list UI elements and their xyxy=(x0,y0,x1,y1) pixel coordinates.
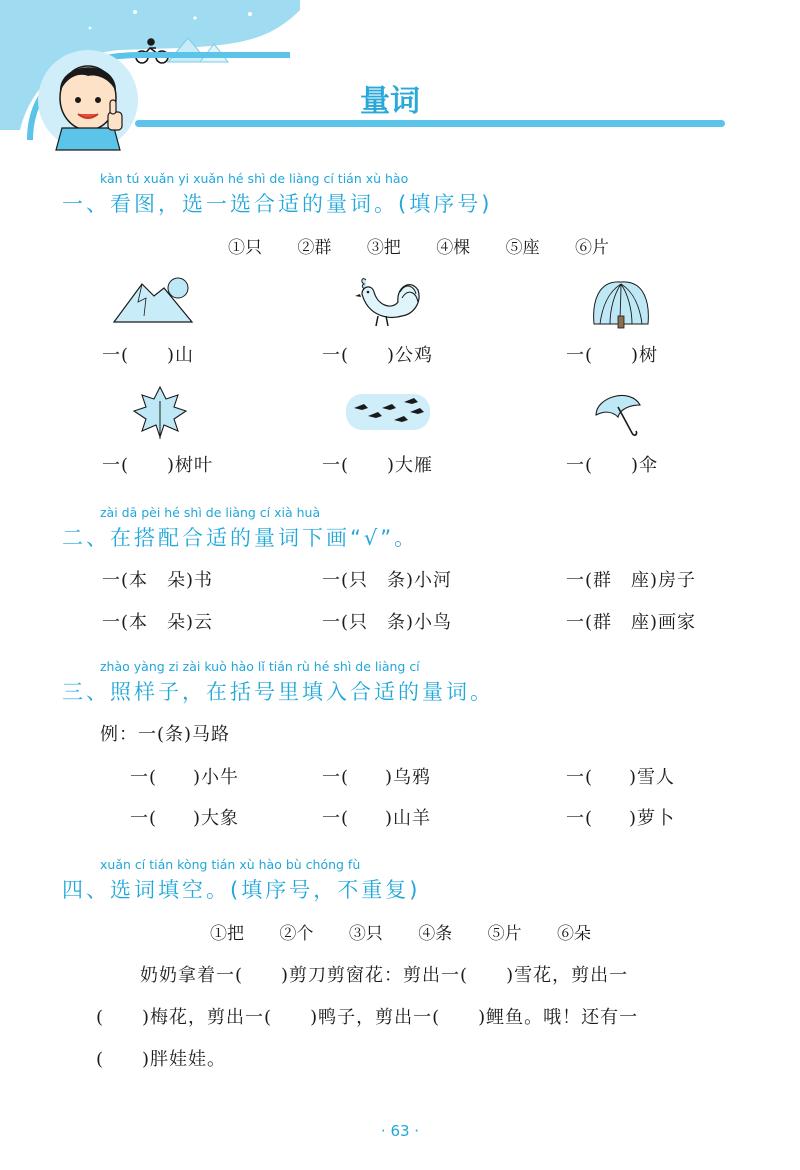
item-prefix: 一( xyxy=(322,767,350,788)
option: ⑤座 xyxy=(505,238,540,258)
choice-item[interactable]: 一(群 座)房子 xyxy=(566,570,697,591)
section1-pinyin: kàn tú xuǎn yi xuǎn hé shì de liàng cí tián xù hào xyxy=(100,171,409,186)
item-prefix: 一( xyxy=(322,808,350,829)
option: ④棵 xyxy=(436,238,471,258)
fill-paragraph-line-1[interactable]: 奶奶拿着一( )剪刀剪窗花：剪出一( )雪花，剪出一 xyxy=(140,965,629,986)
option: ④条 xyxy=(418,924,453,944)
blank-item[interactable] xyxy=(566,763,675,789)
item-suffix: )大雁 xyxy=(387,455,434,476)
item-prefix: 一( xyxy=(566,808,594,829)
blank-item[interactable] xyxy=(130,804,239,830)
maple-leaf-icon xyxy=(130,383,190,441)
item-suffix: )萝卜 xyxy=(629,808,676,829)
section1-title: 一、看图，选一选合适的量词。(填序号) xyxy=(62,192,493,216)
option: ⑥片 xyxy=(575,238,610,258)
item-prefix: 一( xyxy=(322,345,350,366)
rooster-icon xyxy=(352,272,422,330)
item-suffix: )小牛 xyxy=(193,767,240,788)
blank-item[interactable] xyxy=(130,763,239,789)
choice-item[interactable]: 一(只 条)小河 xyxy=(322,570,453,591)
willow-tree-icon xyxy=(588,272,654,330)
item-prefix: 一( xyxy=(566,767,594,788)
blank-item-1[interactable] xyxy=(102,341,194,367)
header-underline xyxy=(135,120,725,127)
option: ⑥朵 xyxy=(557,924,592,944)
fill-paragraph-line-3[interactable]: ( )胖娃娃。 xyxy=(96,1049,227,1070)
section4-options xyxy=(210,919,621,944)
section3-title: 三、照样子，在括号里填入合适的量词。 xyxy=(62,680,494,704)
option: ①只 xyxy=(228,238,262,258)
section3-pinyin: zhào yàng zi zài kuò hào lǐ tián rù hé shì de liàng cí xyxy=(100,659,420,674)
umbrella-icon xyxy=(590,385,646,441)
choice-item[interactable]: 一(本 朵)云 xyxy=(102,612,214,633)
choice-item[interactable]: 一(只 条)小鸟 xyxy=(322,612,453,633)
section2-title: 二、在搭配合适的量词下画“√”。 xyxy=(62,526,419,550)
item-prefix: 一( xyxy=(102,455,130,476)
blank-item-6[interactable] xyxy=(566,451,658,477)
blank-item[interactable] xyxy=(566,804,675,830)
blank-item-2[interactable] xyxy=(322,341,433,367)
fill-paragraph-line-2[interactable]: ( )梅花，剪出一( )鸭子，剪出一( )鲤鱼。哦！还有一 xyxy=(96,1007,639,1028)
page-number: · 63 · xyxy=(380,1122,420,1140)
item-suffix: )树叶 xyxy=(167,455,214,476)
page-title: 量词 xyxy=(360,84,420,119)
item-suffix: )公鸡 xyxy=(387,345,434,366)
blank-item-3[interactable] xyxy=(566,341,658,367)
item-prefix: 一( xyxy=(102,345,130,366)
option: ②个 xyxy=(279,924,314,944)
blank-item[interactable] xyxy=(322,804,431,830)
item-prefix: 一( xyxy=(566,345,594,366)
boy-thumbs-up-icon xyxy=(38,50,138,150)
blank-item-5[interactable] xyxy=(322,451,433,477)
choice-item[interactable]: 一(群 座)画家 xyxy=(566,612,697,633)
item-suffix: )乌鸦 xyxy=(385,767,432,788)
item-suffix: )山羊 xyxy=(385,808,432,829)
option: ②群 xyxy=(297,238,332,258)
option: ⑤片 xyxy=(487,924,522,944)
mountain-icon xyxy=(112,276,194,326)
choice-item[interactable]: 一(本 朵)书 xyxy=(102,570,214,591)
item-suffix: )伞 xyxy=(631,455,659,476)
option: ③只 xyxy=(348,924,383,944)
item-prefix: 一( xyxy=(130,808,158,829)
blank-item[interactable] xyxy=(322,763,431,789)
item-suffix: )雪人 xyxy=(629,767,676,788)
section2-pinyin: zài dā pèi hé shì de liàng cí xià huà xyxy=(100,505,321,520)
example-text: 例：一(条)马路 xyxy=(100,724,231,745)
wild-geese-icon xyxy=(346,390,430,434)
section1-options xyxy=(228,233,639,258)
option: ③把 xyxy=(366,238,401,258)
item-prefix: 一( xyxy=(566,455,594,476)
blank-item-4[interactable] xyxy=(102,451,213,477)
section4-pinyin: xuǎn cí tián kòng tián xù hào bù chóng fù xyxy=(100,857,361,872)
section4-title: 四、选词填空。(填序号，不重复) xyxy=(62,878,421,902)
item-suffix: )树 xyxy=(631,345,659,366)
item-suffix: )山 xyxy=(167,345,195,366)
item-prefix: 一( xyxy=(130,767,158,788)
item-prefix: 一( xyxy=(322,455,350,476)
option: ①把 xyxy=(210,924,244,944)
item-suffix: )大象 xyxy=(193,808,240,829)
